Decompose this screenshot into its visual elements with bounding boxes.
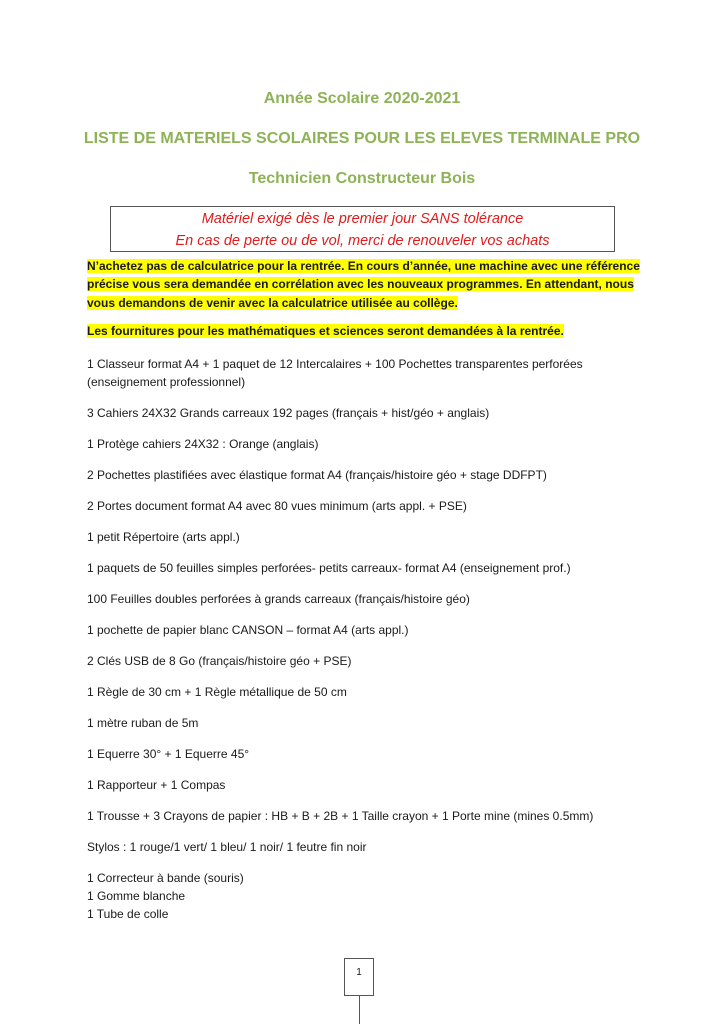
list-item: 1 Classeur format A4 + 1 paquet de 12 Intercalaires + 100 Pochettes transparentes perforées [87,357,583,371]
supplies-notice-line: Les fournitures pour les mathématiques et sciences seront demandées à la rentrée. [87,324,564,338]
list-item: 1 Gomme blanche [87,889,186,903]
list-item: (enseignement professionnel) [87,375,246,389]
list-item: 1 Correcteur à bande (souris) [87,871,244,885]
calculator-notice-line: vous demandons de venir avec la calculatrice utilisée au collège. [87,295,458,310]
calculator-notice-line: N’achetez pas de calculatrice pour la rentrée. En cours d’année, une machine avec une référence [87,259,640,273]
supplies-notice [87,322,564,340]
page-number-divider [359,996,360,1024]
list-item: 1 paquets de 50 feuilles simples perforées- petits carreaux- format A4 (enseignement prof.) [87,561,571,575]
list-item: 100 Feuilles doubles perforées à grands carreaux (français/histoire géo) [87,592,470,606]
list-item: 1 Protège cahiers 24X32 : Orange (anglais) [87,437,319,451]
list-item: 3 Cahiers 24X32 Grands carreaux 192 pages (français + hist/géo + anglais) [87,406,490,420]
notice-line-2: En cas de perte ou de vol, merci de renouveler vos achats [175,233,550,249]
school-year-title: Année Scolaire 2020-2021 [263,90,461,107]
notice-line-1: Matériel exigé dès le premier jour SANS tolérance [201,211,524,227]
page-number: 1 [344,958,374,996]
list-item: 1 Tube de colle [87,907,169,921]
list-item: Stylos : 1 rouge/1 vert/ 1 bleu/ 1 noir/ 1 feutre fin noir [87,840,367,854]
notice-box [110,206,615,252]
list-item: 2 Clés USB de 8 Go (français/histoire géo + PSE) [87,654,352,668]
list-item: 1 mètre ruban de 5m [87,716,199,730]
list-item: 1 Règle de 30 cm + 1 Règle métallique de 50 cm [87,685,347,699]
list-item: 1 Trousse + 3 Crayons de papier : HB + B + 2B + 1 Taille crayon + 1 Porte mine (mines 0.5mm) [87,809,594,823]
calculator-notice [87,257,640,312]
list-item: 1 Rapporteur + 1 Compas [87,778,226,792]
list-item: 2 Pochettes plastifiées avec élastique format A4 (français/histoire géo + stage DDFPT) [87,468,547,482]
list-item: 1 Equerre 30° + 1 Equerre 45° [87,747,250,761]
section-title: Technicien Constructeur Bois [248,170,476,187]
list-title: LISTE DE MATERIELS SCOLAIRES POUR LES ELEVES TERMINALE PRO [83,130,641,147]
list-item: 1 pochette de papier blanc CANSON – format A4 (arts appl.) [87,623,409,637]
list-item: 1 petit Répertoire (arts appl.) [87,530,240,544]
list-item: 2 Portes document format A4 avec 80 vues minimum (arts appl. + PSE) [87,499,467,513]
calculator-notice-line: précise vous sera demandée en corrélation avec les nouveaux programmes. En attendant, nous [87,277,634,292]
